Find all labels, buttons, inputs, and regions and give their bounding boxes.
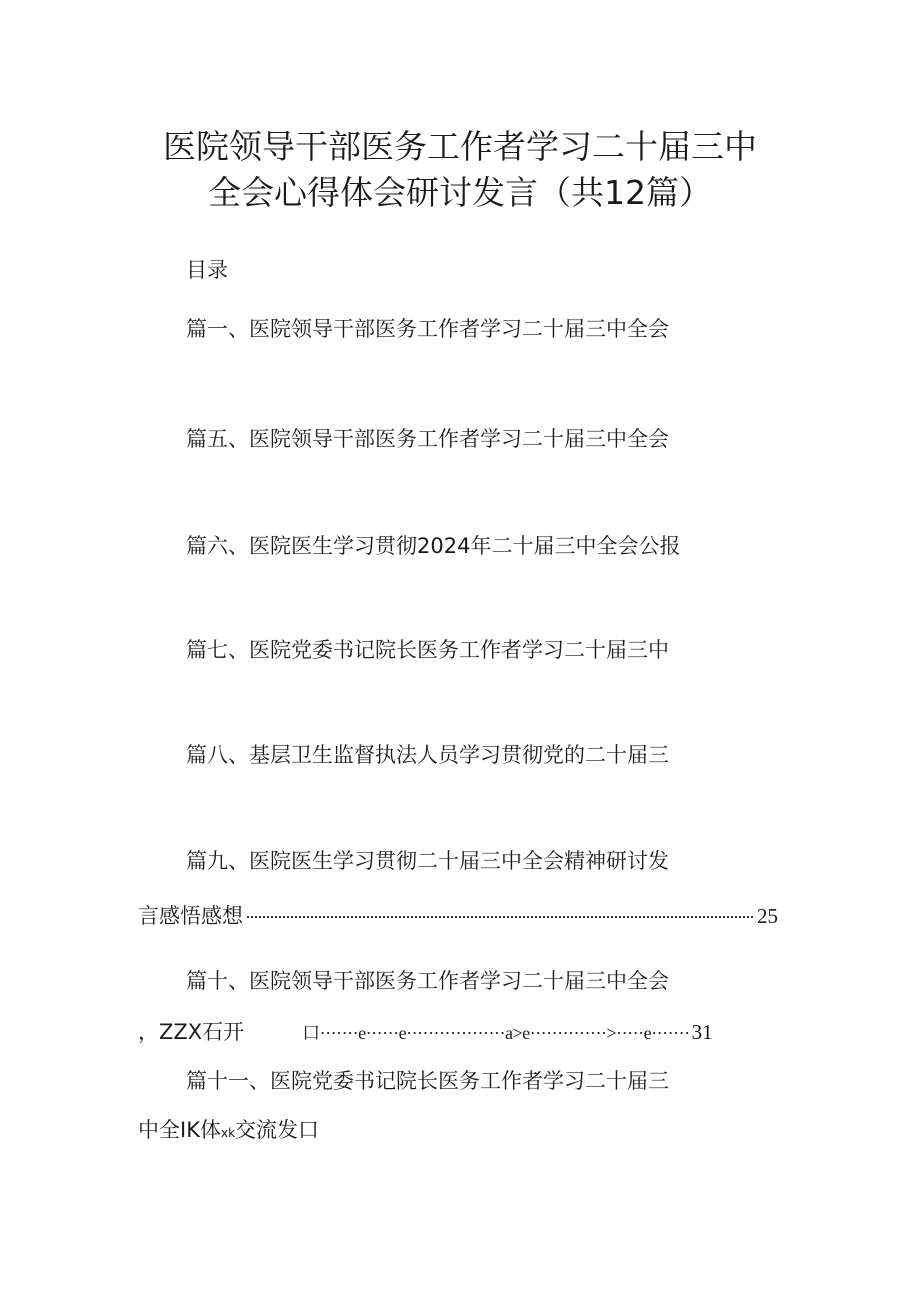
toc-entry-10-page-number: 31 bbox=[691, 1020, 713, 1044]
toc-entry-11-continuation-text-b: 交流发口 bbox=[235, 1118, 320, 1142]
toc-entry-9-continuation[interactable] bbox=[138, 900, 778, 932]
toc-entry-9-continuation-text: 言感悟感想 bbox=[138, 904, 243, 928]
toc-heading: 目录 bbox=[186, 258, 228, 282]
toc-entry-10-continuation-text-b: 口·······e······e··················a>e··············>·····e······· bbox=[302, 1023, 690, 1043]
toc-entry-11-continuation[interactable] bbox=[138, 1114, 319, 1149]
toc-entry-10-continuation-text-a: ，ZZX石开 bbox=[138, 1020, 245, 1044]
toc-entry-11-continuation-text-a: 中全IK体 bbox=[138, 1118, 221, 1142]
toc-entry-5[interactable]: 篇五、医院领导干部医务工作者学习二十届三中全会 bbox=[186, 427, 669, 451]
toc-entry-9[interactable]: 篇九、医院医生学习贯彻二十届三中全会精神研讨发 bbox=[186, 849, 669, 873]
toc-entry-10[interactable]: 篇十、医院领导干部医务工作者学习二十届三中全会 bbox=[186, 969, 669, 993]
toc-entry-9-page-number: 25 bbox=[757, 904, 778, 928]
document-title-line-2: 全会心得体会研讨发言（共12篇） bbox=[208, 173, 712, 212]
dot-leader bbox=[247, 916, 753, 918]
toc-entry-10-continuation[interactable] bbox=[138, 1016, 778, 1049]
toc-entry-7[interactable]: 篇七、医院党委书记院长医务工作者学习二十届三中 bbox=[186, 638, 669, 662]
toc-entry-6[interactable]: 篇六、医院医生学习贯彻2024年二十届三中全会公报 bbox=[186, 534, 681, 558]
document-title-line-1: 医院领导干部医务工作者学习二十届三中 bbox=[163, 127, 757, 166]
toc-entry-11[interactable]: 篇十一、医院党委书记院长医务工作者学习二十届三 bbox=[186, 1069, 669, 1093]
toc-entry-1[interactable]: 篇一、医院领导干部医务工作者学习二十届三中全会 bbox=[186, 317, 669, 341]
toc-entry-11-continuation-small: xk bbox=[220, 1126, 236, 1140]
toc-entry-8[interactable]: 篇八、基层卫生监督执法人员学习贯彻党的二十届三 bbox=[186, 743, 669, 767]
